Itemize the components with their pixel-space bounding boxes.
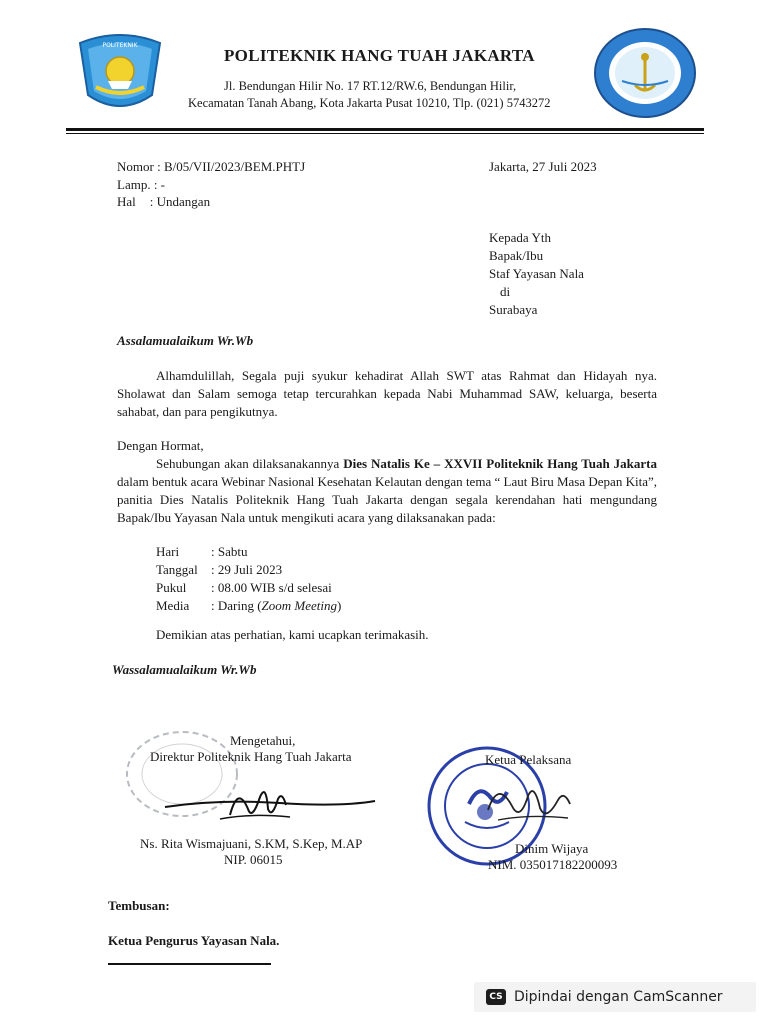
subject-label: Hal xyxy=(117,194,136,209)
addressee-line: Kepada Yth xyxy=(489,230,551,245)
event-details xyxy=(156,543,341,615)
director-title: Direktur Politeknik Hang Tuah Jakarta xyxy=(150,749,352,764)
letter-attachment: Lamp. : - xyxy=(117,177,166,192)
detail-row xyxy=(156,597,341,615)
camscanner-watermark xyxy=(474,982,756,1012)
addressee-block xyxy=(489,229,584,319)
media-text: : Daring ( xyxy=(211,598,262,613)
header-rule-thick xyxy=(66,128,704,131)
detail-label: Tanggal xyxy=(156,562,198,577)
chair-signature-icon xyxy=(468,770,588,840)
detail-value: : Sabtu xyxy=(211,544,248,559)
chair-title: Ketua Pelaksana xyxy=(485,752,572,767)
svg-text:POLITEKNIK: POLITEKNIK xyxy=(102,42,138,49)
chair-name: Dinim Wijaya xyxy=(515,841,589,856)
camscanner-logo-icon: CS xyxy=(486,989,506,1005)
detail-label: Pukul xyxy=(156,580,187,595)
acknowledgement-label: Mengetahui, xyxy=(230,733,296,748)
addressee-line: di xyxy=(500,284,511,299)
student-executive-emblem-icon xyxy=(592,27,698,119)
letter-subject xyxy=(117,194,210,210)
detail-label: Hari xyxy=(156,544,180,559)
addressee-line: Surabaya xyxy=(489,302,538,317)
invitation-text: dalam bentuk acara Webinar Nasional Kesehatan Kelautan dengan tema “ Laut Biru Masa Depan Kita”, panitia Dies Natalis Politeknik Hang Tuah Jakarta dengan segala kerendahan hati mengundang Bapak/Ibu Yayasan Nala untuk mengikuti acara yang dilaksanakan pada: xyxy=(117,474,657,525)
media-platform: Zoom Meeting xyxy=(261,598,338,613)
media-text: ) xyxy=(337,598,342,613)
chair-nim: NIM. 035017182200093 xyxy=(488,857,618,872)
director-signature-block xyxy=(140,733,410,867)
greeting-open: Assalamualaikum Wr.Wb xyxy=(117,333,254,348)
cc-heading: Tembusan: xyxy=(108,898,170,913)
letter-date: Jakarta, 27 Juli 2023 xyxy=(489,159,597,174)
detail-value: : 08.00 WIB s/d selesai xyxy=(211,580,332,595)
director-signature-icon xyxy=(160,775,380,835)
salutation: Dengan Hormat, xyxy=(117,438,204,453)
addressee-line: Bapak/Ibu xyxy=(489,248,544,263)
paragraph-invitation xyxy=(117,455,657,527)
detail-row xyxy=(156,561,341,579)
invitation-text: Sehubungan akan dilaksanakannya xyxy=(156,456,344,471)
org-name: POLITEKNIK HANG TUAH JAKARTA xyxy=(224,46,535,65)
polytechnic-emblem-icon xyxy=(70,25,170,117)
subject-value: : Undangan xyxy=(149,194,211,209)
detail-label: Media xyxy=(156,598,190,613)
detail-value: : 29 Juli 2023 xyxy=(211,562,283,577)
cc-underline xyxy=(108,963,271,965)
detail-row xyxy=(156,579,341,597)
event-name: Dies Natalis Ke – XXVII Politeknik Hang Tuah Jakarta xyxy=(343,456,657,471)
greeting-close: Wassalamualaikum Wr.Wb xyxy=(112,662,257,677)
address-line-1: Jl. Bendungan Hilir No. 17 RT.12/RW.6, Bendungan Hilir, xyxy=(224,79,517,93)
cc-recipient: Ketua Pengurus Yayasan Nala. xyxy=(108,933,280,948)
director-nip: NIP. 06015 xyxy=(224,852,283,867)
detail-value xyxy=(211,597,341,615)
detail-row xyxy=(156,543,341,561)
paragraph-opening: Alhamdulillah, Segala puji syukur kehadirat Allah SWT atas Rahmat dan Hidayah nya. Sholawat dan Salam semoga tetap tercurahkan kepada Nabi Muhammad SAW, keluarga, beserta sahabat, dan para pengikutnya. xyxy=(117,368,657,419)
address-line-2: Kecamatan Tanah Abang, Kota Jakarta Pusat 10210, Tlp. (021) 5743272 xyxy=(188,96,551,110)
addressee-line: Staf Yayasan Nala xyxy=(489,266,584,281)
header-rule-thin xyxy=(66,133,704,134)
watermark-text: Dipindai dengan CamScanner xyxy=(514,989,723,1005)
director-name: Ns. Rita Wismajuani, S.KM, S.Kep, M.AP xyxy=(140,836,363,851)
letter-number: Nomor : B/05/VII/2023/BEM.PHTJ xyxy=(117,159,306,174)
closing-sentence: Demikian atas perhatian, kami ucapkan terimakasih. xyxy=(156,627,429,642)
